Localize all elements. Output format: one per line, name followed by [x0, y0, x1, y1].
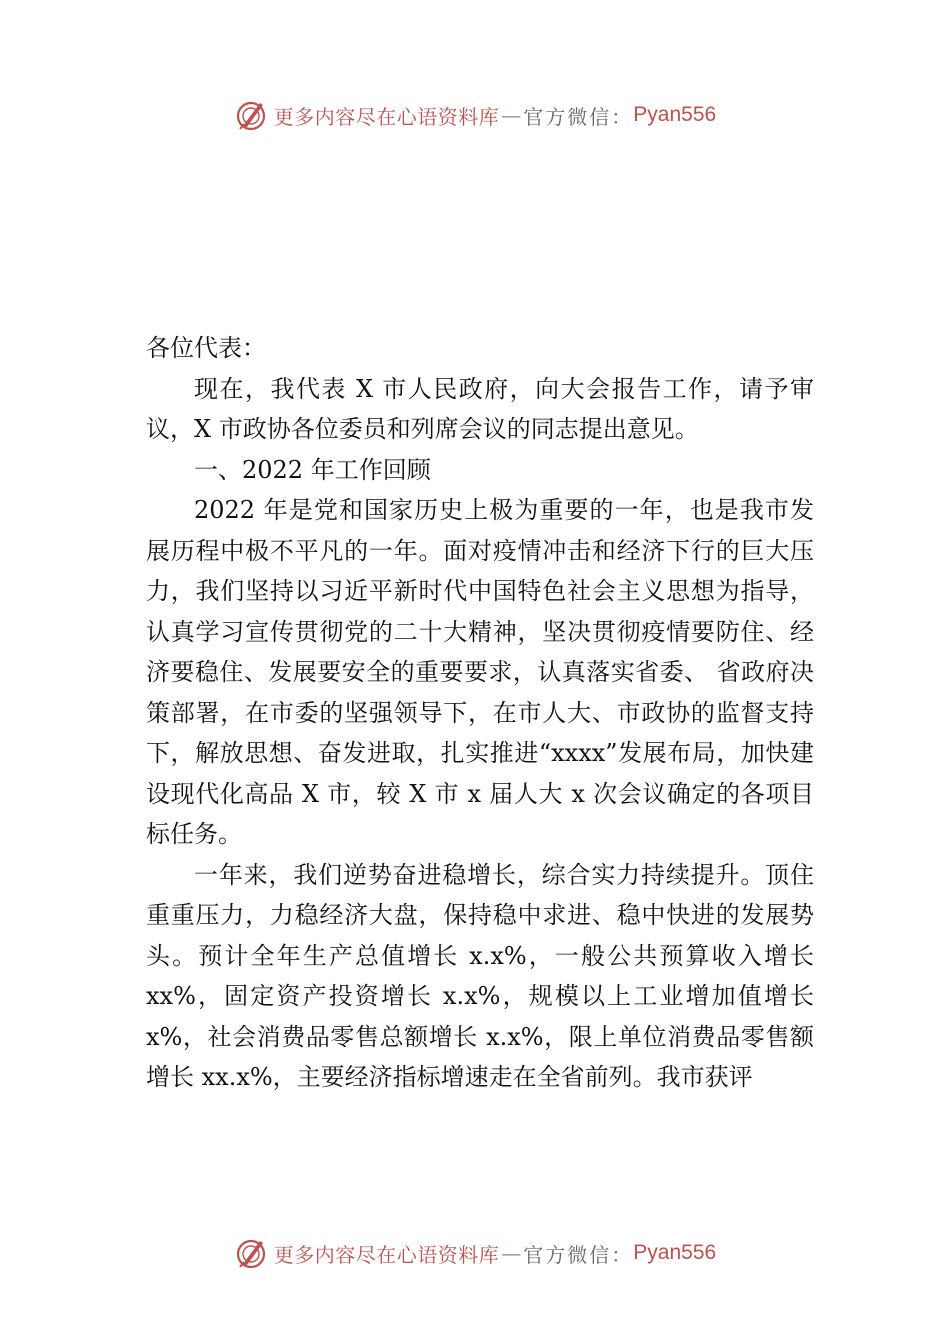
watermark-brand: 更多内容尽在心语资料库 [273, 1242, 500, 1267]
document-body [146, 328, 814, 1098]
watermark-separator: — [501, 1241, 522, 1265]
footer-watermark [0, 1233, 950, 1273]
quill-logo-icon [234, 98, 268, 132]
watermark-wechat-id: Pyan556 [633, 103, 717, 126]
watermark-separator: — [501, 103, 522, 127]
section-heading: 一、2022 年工作回顾 [194, 455, 431, 484]
watermark-label: 官方微信： [523, 1242, 634, 1267]
watermark-brand: 更多内容尽在心语资料库 [273, 104, 500, 129]
quill-logo-icon [234, 1236, 268, 1270]
paragraph-intro: 现在，我代表 X 市人民政府，向大会报告工作，请予审议，X 市政协各位委员和列席会议的同志提出意见。 [146, 374, 814, 443]
salutation: 各位代表： [146, 334, 266, 362]
watermark-label: 官方微信： [523, 104, 634, 129]
watermark-wechat-id: Pyan556 [633, 1241, 717, 1264]
header-watermark [0, 95, 950, 135]
paragraph-review: 2022 年是党和国家历史上极为重要的一年，也是我市发展历程中极不平凡的一年。面对疫情冲击和经济下行的巨大压力，我们坚持以习近平新时代中国特色社会主义思想为指导，认真学习宣传贯彻党的二十大精神，坚决贯彻疫情要防住、经济要稳住、发展要安全的重要要求，认真落实省委、 省政府决策部署，在市委的坚强领导下，在市人大、市政协的监督支持下，解放思想、奋发进取，扎实推进“xxxx”发展布局，加快建设现代化高品 X 市，较 X 市 x 届人大 x 次会议确定的各项目标任务。 [146, 496, 814, 848]
paragraph-growth: 一年来，我们逆势奋进稳增长，综合实力持续提升。顶住重重压力，力稳经济大盘，保持稳中求进、稳中快进的发展势头。预计全年生产总值增长 x.x%，一般公共预算收入增长 xx%，固定资产投资增长 x.x%，规模以上工业增加值增长 x%，社会消费品零售总额增长 x.x%，限上单位消费品零售额增长 xx.x%，主要经济指标增速走在全省前列。我市获评 [146, 860, 814, 1091]
